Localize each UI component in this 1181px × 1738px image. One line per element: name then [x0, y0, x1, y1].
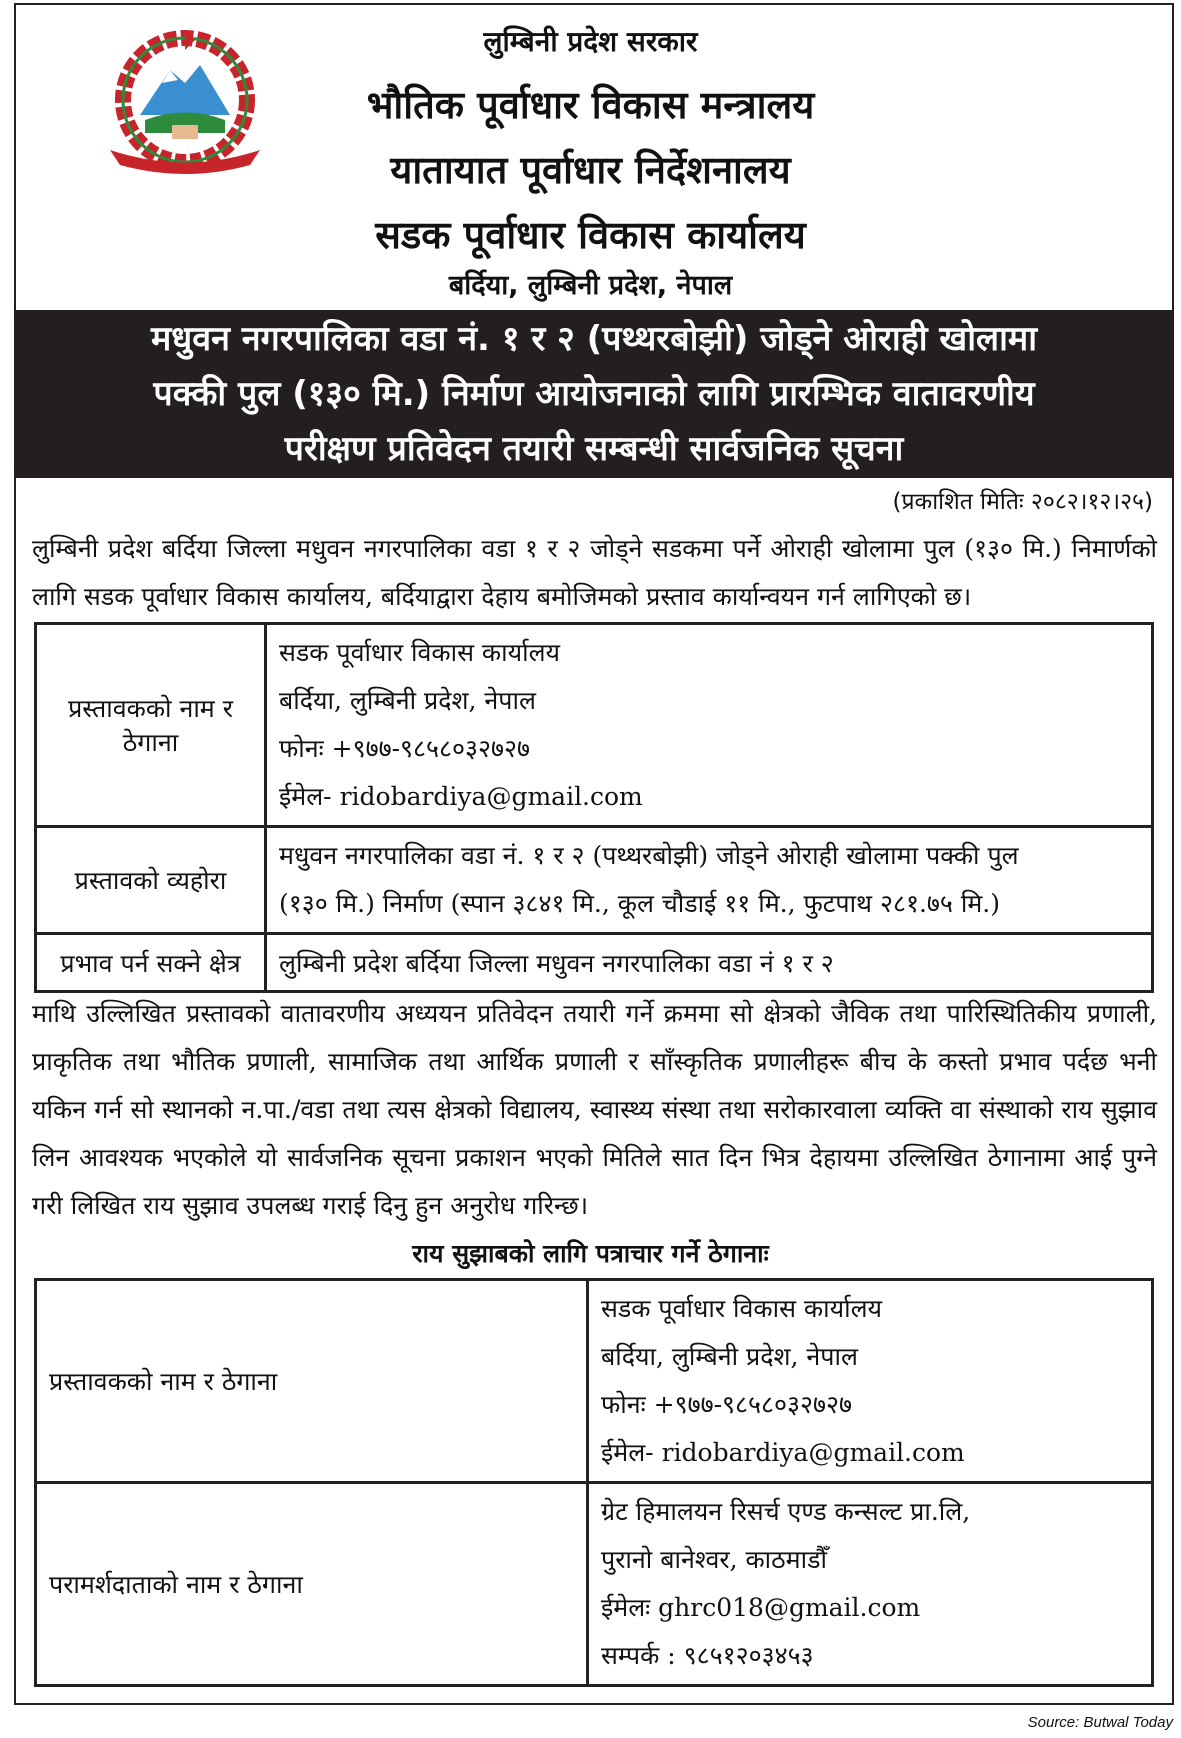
row-label: प्रस्तावकको नाम र ठेगाना: [36, 1280, 588, 1483]
value-line: लुम्बिनी प्रदेश बर्दिया जिल्ला मधुवन नगरपालिका वडा नं १ र २: [279, 948, 834, 978]
row-value: [266, 624, 1153, 827]
proposal-table: [34, 622, 1154, 993]
value-line: बर्दिया, लुम्बिनी प्रदेश, नेपाल: [279, 686, 536, 715]
header-office: सडक पूर्वाधार विकास कार्यालय: [375, 213, 806, 257]
source-credit: Source: Butwal Today: [1027, 1714, 1173, 1731]
value-line: पुरानो बानेश्वर, काठमाडौँ: [601, 1545, 827, 1574]
value-line: ग्रेट हिमालयन रिसर्च एण्ड कन्सल्ट प्रा.लि,: [601, 1497, 971, 1526]
title-line-1: मधुवन नगरपालिका वडा नं. १ र २ (पथ्थरबोझी) जोड्ने ओराही खोलामा: [150, 319, 1038, 359]
value-line: फोनः +९७७-९८५८०३२७२७: [279, 734, 531, 763]
table-row: [36, 1280, 1153, 1483]
value-line: ईमेलः ghrc018@gmail.com: [601, 1593, 921, 1622]
value-line: सम्पर्क : ९८५१२०३४५३: [601, 1641, 814, 1670]
row-value: [588, 1280, 1153, 1483]
table-row: [36, 934, 1153, 992]
table-row: [36, 624, 1153, 827]
row-label: प्रस्तावको व्यहोरा: [36, 827, 266, 934]
notice-title-band: [14, 310, 1174, 478]
row-value: [266, 934, 1153, 992]
value-line: सडक पूर्वाधार विकास कार्यालय: [279, 638, 561, 667]
table-row: [36, 827, 1153, 934]
title-line-2: पक्की पुल (१३० मि.) निर्माण आयोजनाको लागि प्रारम्भिक वातावरणीय: [153, 374, 1035, 414]
published-date: (प्रकाशित मितिः २०८२।१२।२५): [892, 489, 1153, 515]
header-ministry: भौतिक पूर्वाधार विकास मन्त्रालय: [366, 83, 815, 127]
row-label: प्रभाव पर्न सक्ने क्षेत्र: [36, 934, 266, 992]
value-line: मधुवन नगरपालिका वडा नं. १ र २ (पथ्थरबोझी) जोड्ने ओराही खोलामा पक्की पुल: [279, 841, 1019, 870]
value-line: ईमेल- ridobardiya@gmail.com: [279, 782, 643, 811]
value-line: ईमेल- ridobardiya@gmail.com: [601, 1438, 965, 1467]
header-address: बर्दिया, लुम्बिनी प्रदेश, नेपाल: [448, 270, 733, 301]
header-directorate: यातायात पूर्वाधार निर्देशनालय: [390, 148, 791, 192]
title-line-3: परीक्षण प्रतिवेदन तयारी सम्बन्धी सार्वजनिक सूचना: [284, 429, 904, 469]
table-row: [36, 1483, 1153, 1686]
row-value: [588, 1483, 1153, 1686]
value-line: फोनः +९७७-९८५८०३२७२७: [601, 1390, 853, 1419]
header-government: लुम्बिनी प्रदेश सरकार: [483, 25, 698, 58]
contact-table: [34, 1278, 1154, 1687]
value-line: बर्दिया, लुम्बिनी प्रदेश, नेपाल: [601, 1342, 858, 1371]
value-line: सडक पूर्वाधार विकास कार्यालय: [601, 1294, 883, 1323]
row-value: [266, 827, 1153, 934]
row-label: प्रस्तावकको नाम र ठेगाना: [36, 624, 266, 827]
value-line: (१३० मि.) निर्माण (स्पान ३८४१ मि., कूल चौडाई ११ मि., फुटपाथ २८१.७५ मि.): [279, 889, 1000, 918]
row-label: परामर्शदाताको नाम र ठेगाना: [36, 1483, 588, 1686]
correspondence-heading: राय सुझाबको लागि पत्राचार गर्ने ठेगानाः: [412, 1239, 769, 1268]
body-paragraph: माथि उल्लिखित प्रस्तावको वातावरणीय अध्ययन प्रतिवेदन तयारी गर्ने क्रममा सो क्षेत्रको जैविक तथा पारिस्थितिकीय प्रणाली, प्राकृतिक तथा भौतिक प्रणाली, सामाजिक तथा आर्थिक प्रणाली र साँस्कृतिक प्रणालीहरू बीच के कस्तो प्रभाव पर्दछ भनी यकिन गर्न सो स्थानको न.पा./वडा तथा त्यस क्षेत्रको विद्यालय, स्वास्थ्य संस्था तथा सरोकारवाला व्यक्ति वा संस्थाको राय सुझाव लिन आवश्यक भएकोले यो सार्वजनिक सूचना प्रकाशन भएको मितिले सात दिन भित्र देहायमा उल्लिखित ठेगानामा आई पुग्ने गरी लिखित राय सुझाव उपलब्ध गराई दिनु हुन अनुरोध गरिन्छ।: [32, 999, 1157, 1220]
intro-paragraph: लुम्बिनी प्रदेश बर्दिया जिल्ला मधुवन नगरपालिका वडा १ र २ जोड्ने सडकमा पर्ने ओराही खोलामा पुल (१३० मि.) निमार्णको लागि सडक पूर्वाधार विकास कार्यालय, बर्दियाद्वारा देहाय बमोजिमको प्रस्ताव कार्यान्वयन गर्न लागिएको छ।: [32, 534, 1157, 611]
